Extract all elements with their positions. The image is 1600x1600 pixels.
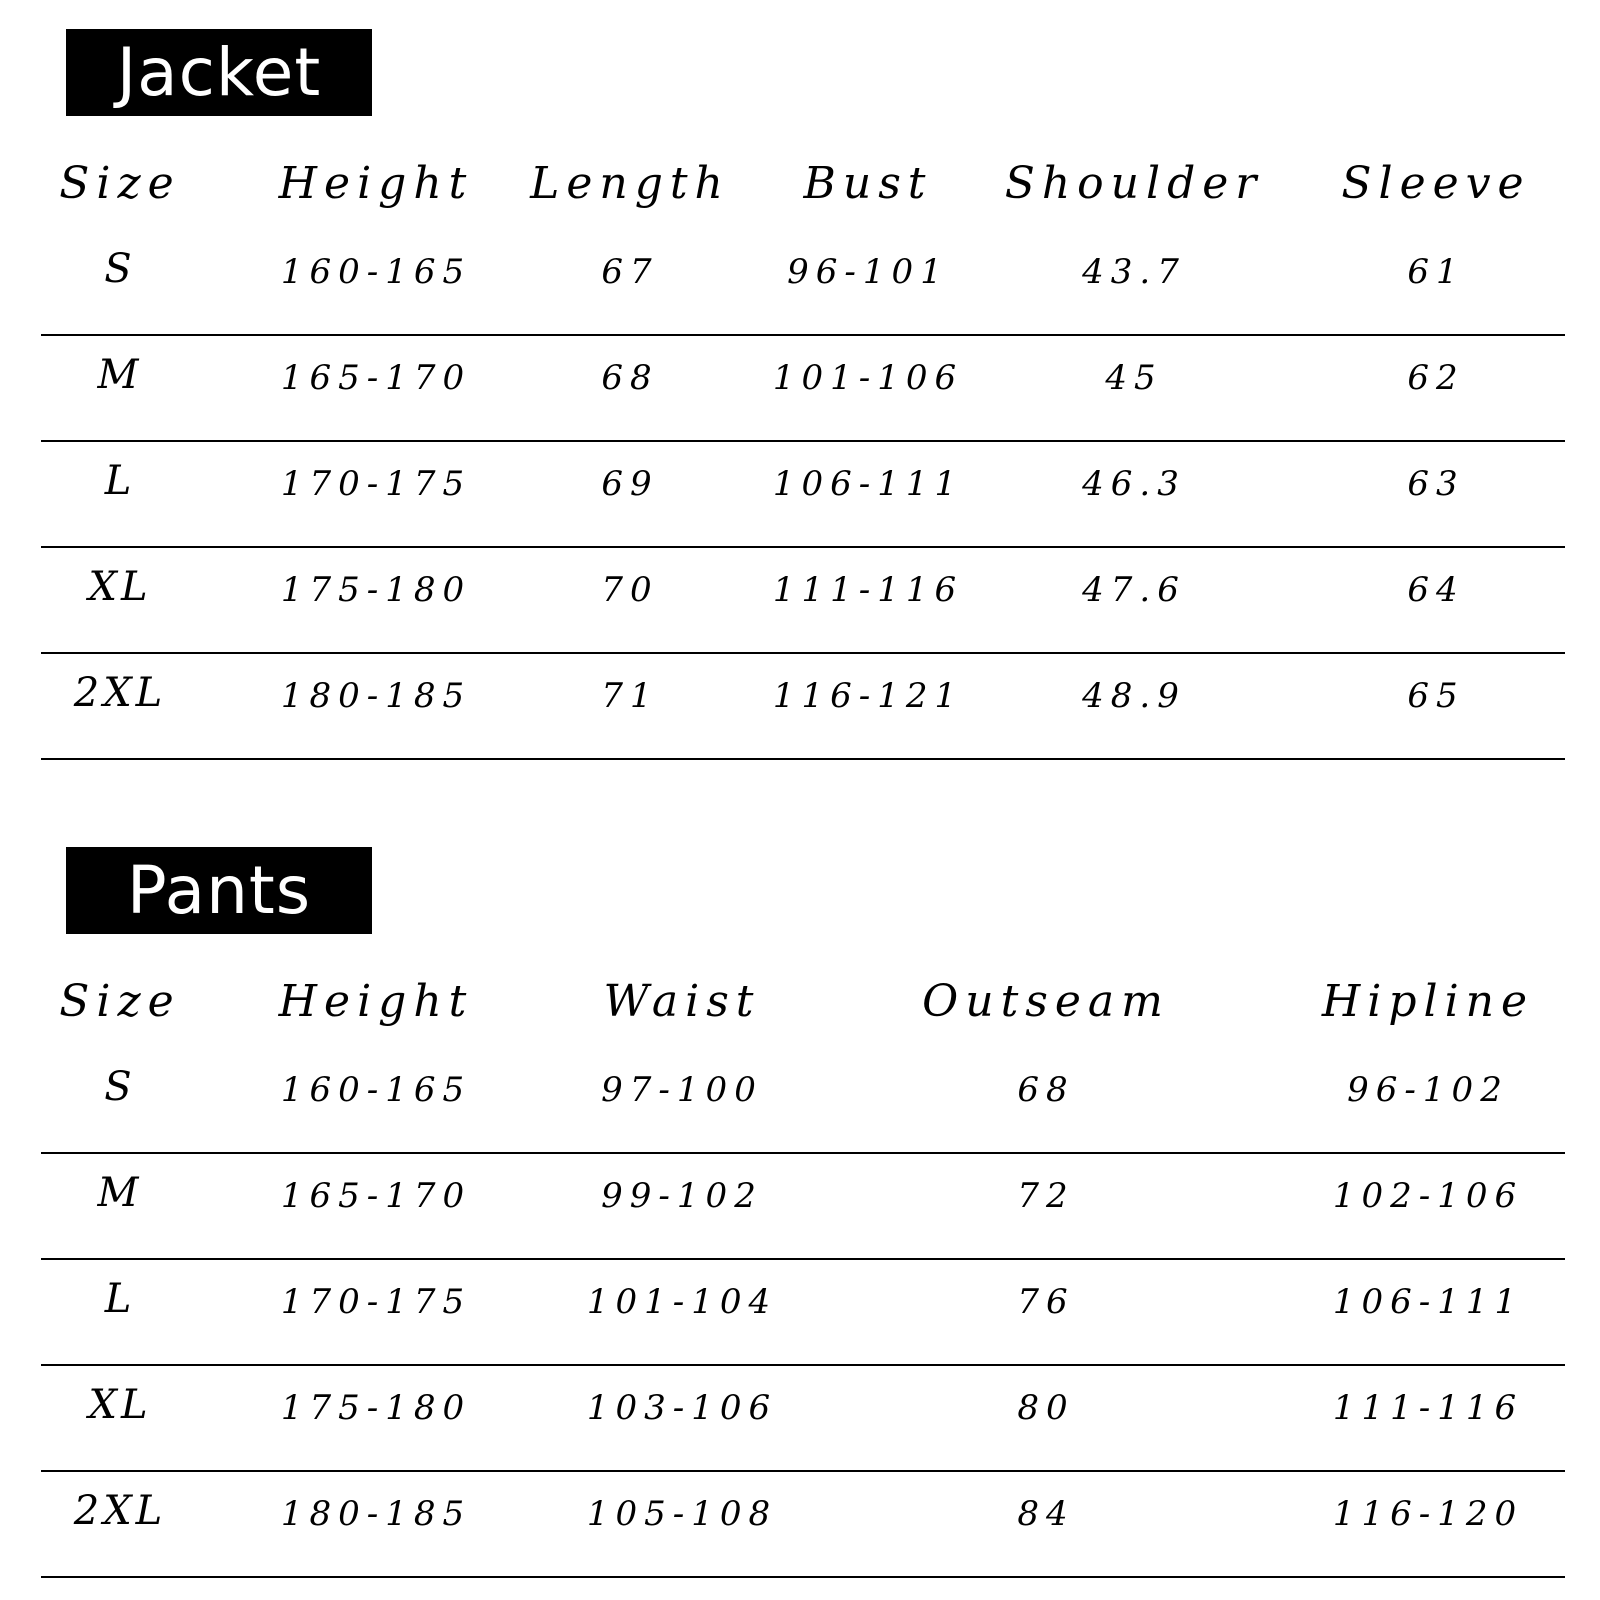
pants-title: Pants	[66, 847, 372, 934]
pants-header-outseam: Outseam	[922, 976, 1170, 1027]
jacket-cell-height: 175-180	[280, 570, 472, 610]
jacket-cell-sleeve: 65	[1407, 676, 1465, 716]
jacket-cell-height: 160-165	[280, 252, 472, 292]
pants-cell-height: 175-180	[280, 1388, 472, 1428]
pants-cell-hipline: 102-106	[1332, 1176, 1524, 1216]
jacket-header-row	[0, 150, 1600, 230]
table-row	[0, 1048, 1600, 1154]
pants-cell-size: XL	[88, 1382, 152, 1428]
table-row	[0, 1260, 1600, 1366]
pants-cell-waist: 105-108	[586, 1494, 778, 1534]
table-row	[0, 336, 1600, 442]
pants-cell-size: M	[97, 1170, 143, 1216]
pants-header-hipline: Hipline	[1321, 976, 1535, 1027]
pants-cell-outseam: 84	[1017, 1494, 1075, 1534]
pants-cell-waist: 99-102	[601, 1176, 763, 1216]
table-row	[0, 1472, 1600, 1578]
jacket-cell-bust: 116-121	[772, 676, 964, 716]
table-row	[0, 1366, 1600, 1472]
pants-header-waist: Waist	[603, 976, 761, 1027]
jacket-cell-length: 70	[601, 570, 659, 610]
jacket-header-length: Length	[530, 158, 730, 209]
row-divider	[41, 1576, 1565, 1578]
jacket-cell-bust: 111-116	[772, 570, 964, 610]
pants-cell-height: 165-170	[280, 1176, 472, 1216]
jacket-cell-length: 67	[601, 252, 659, 292]
pants-cell-waist: 103-106	[586, 1388, 778, 1428]
jacket-cell-sleeve: 63	[1407, 464, 1465, 504]
table-row	[0, 230, 1600, 336]
jacket-cell-shoulder: 46.3	[1082, 464, 1186, 504]
pants-cell-hipline: 106-111	[1332, 1282, 1524, 1322]
jacket-cell-height: 165-170	[280, 358, 472, 398]
pants-cell-waist: 97-100	[601, 1070, 763, 1110]
jacket-cell-shoulder: 45	[1105, 358, 1163, 398]
jacket-cell-size: L	[104, 458, 136, 504]
row-divider	[41, 758, 1565, 760]
jacket-header-shoulder: Shoulder	[1004, 158, 1264, 209]
jacket-cell-size: 2XL	[73, 670, 167, 716]
pants-cell-size: L	[104, 1276, 136, 1322]
table-row	[0, 548, 1600, 654]
pants-cell-waist: 101-104	[586, 1282, 778, 1322]
jacket-cell-bust: 96-101	[787, 252, 949, 292]
jacket-cell-sleeve: 62	[1407, 358, 1465, 398]
jacket-header-size: Size	[59, 158, 181, 209]
jacket-header-bust: Bust	[803, 158, 933, 209]
jacket-cell-size: S	[104, 246, 136, 292]
jacket-cell-shoulder: 43.7	[1082, 252, 1186, 292]
jacket-cell-bust: 106-111	[772, 464, 964, 504]
jacket-cell-size: XL	[88, 564, 152, 610]
pants-cell-height: 160-165	[280, 1070, 472, 1110]
jacket-cell-length: 71	[601, 676, 659, 716]
pants-cell-size: S	[104, 1064, 136, 1110]
jacket-title: Jacket	[66, 29, 372, 116]
pants-cell-outseam: 68	[1017, 1070, 1075, 1110]
table-row	[0, 654, 1600, 760]
table-row	[0, 1154, 1600, 1260]
pants-cell-outseam: 72	[1017, 1176, 1075, 1216]
jacket-cell-shoulder: 48.9	[1082, 676, 1186, 716]
jacket-cell-height: 170-175	[280, 464, 472, 504]
pants-cell-hipline: 96-102	[1347, 1070, 1509, 1110]
pants-cell-size: 2XL	[73, 1488, 167, 1534]
jacket-cell-size: M	[97, 352, 143, 398]
pants-cell-outseam: 80	[1017, 1388, 1075, 1428]
pants-cell-height: 180-185	[280, 1494, 472, 1534]
jacket-cell-sleeve: 64	[1407, 570, 1465, 610]
pants-cell-outseam: 76	[1017, 1282, 1075, 1322]
table-row	[0, 442, 1600, 548]
pants-header-row	[0, 968, 1600, 1048]
jacket-cell-length: 68	[601, 358, 659, 398]
pants-header-height: Height	[278, 976, 474, 1027]
jacket-cell-sleeve: 61	[1407, 252, 1465, 292]
jacket-header-height: Height	[278, 158, 474, 209]
pants-cell-hipline: 111-116	[1332, 1388, 1524, 1428]
jacket-cell-height: 180-185	[280, 676, 472, 716]
jacket-cell-bust: 101-106	[772, 358, 964, 398]
jacket-header-sleeve: Sleeve	[1341, 158, 1531, 209]
pants-header-size: Size	[59, 976, 181, 1027]
jacket-cell-length: 69	[601, 464, 659, 504]
jacket-cell-shoulder: 47.6	[1082, 570, 1186, 610]
pants-cell-height: 170-175	[280, 1282, 472, 1322]
pants-cell-hipline: 116-120	[1332, 1494, 1524, 1534]
